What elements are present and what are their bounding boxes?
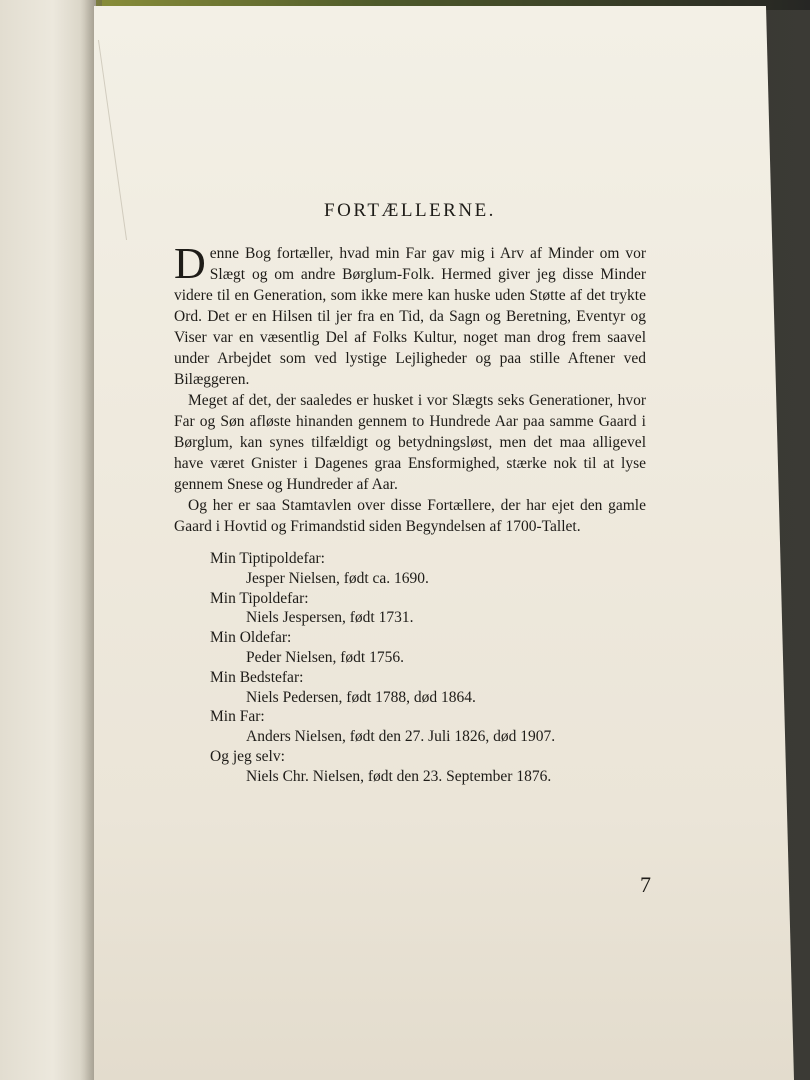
paragraph-2: Meget af det, der saaledes er husket i vor Slægts seks Generationer, hvor Far og Søn afløste hinanden gennem to Hundrede Aar paa samme Gaard i Børglum, kan synes tilfældigt og betydningsløst, men det maa alligevel have været Gnister i Dagenes graa Ensformighed, stærke nok til at lyse gennem Snese og Hundreder af Aar. (174, 392, 646, 493)
lineage-title: Min Tipoldefar: (210, 589, 309, 607)
lineage-person: Niels Jespersen, født 1731. (246, 609, 414, 627)
text-block (174, 200, 646, 787)
lineage-entry (210, 628, 646, 668)
lineage-entry (210, 747, 646, 787)
lineage-title: Min Far: (210, 708, 265, 726)
paragraph-3: Og her er saa Stamtavlen over disse Fortællere, der har ejet den gamle Gaard i Hovtid og Frimandstid siden Begyndelsen af 1700-Tallet. (174, 497, 646, 535)
lineage-entry (210, 707, 646, 747)
lineage-person: Niels Chr. Nielsen, født den 23. September 1876. (246, 767, 552, 785)
lineage-title: Og jeg selv: (210, 747, 285, 765)
chapter-title: FORTÆLLERNE. (324, 200, 496, 221)
lineage-person: Anders Nielsen, født den 27. Juli 1826, død 1907. (246, 728, 556, 746)
lineage-title: Min Oldefar: (210, 629, 292, 647)
paragraph-1 (174, 239, 646, 390)
lineage-entry (210, 668, 646, 708)
paragraph-1-text: enne Bog fortæller, hvad min Far gav mig i Arv af Minder om vor Slægt og om andre Børglum-Folk. Hermed giver jeg disse Minder videre til en Generation, som ikke mere kan huske uden Støtte af det trykte Ord. Det er en Hilsen til jer fra en Tid, da Sagn og Beretning, Eventyr og Viser var en væsentlig Del af Folks Kultur, noget man drog frem saavel under Arbejdet som ved lystige Lejligheder og paa stille Aftener ved Bilæggeren. (174, 245, 646, 388)
lineage-title: Min Bedstefar: (210, 668, 304, 686)
lineage-entry (210, 589, 646, 629)
lineage-person: Peder Nielsen, født 1756. (246, 648, 404, 666)
lineage-title: Min Tiptipoldefar: (210, 550, 325, 567)
family-lineage (210, 549, 646, 787)
drop-cap: D (174, 239, 206, 288)
lineage-person: Niels Pedersen, født 1788, død 1864. (246, 688, 476, 706)
lineage-entry (210, 549, 646, 589)
lineage-person: Jesper Nielsen, født ca. 1690. (246, 569, 429, 587)
page-number: 7 (640, 872, 651, 897)
